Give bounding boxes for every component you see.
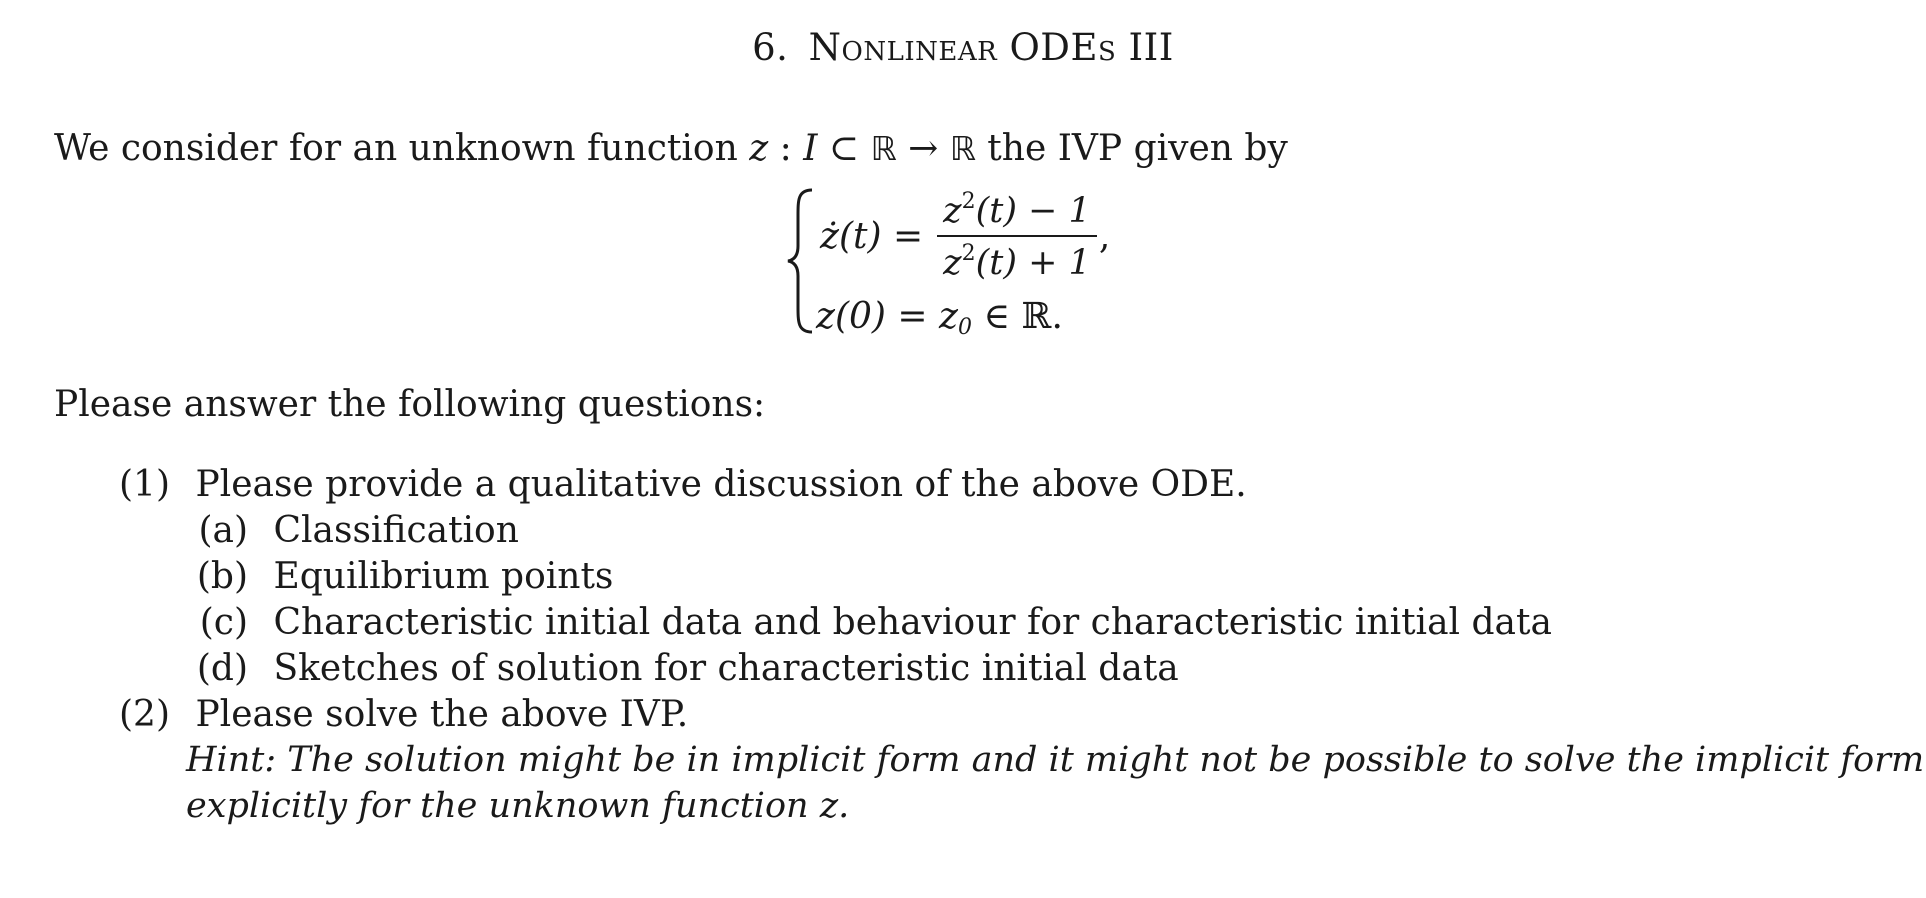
denominator-base: z: [943, 243, 962, 283]
fraction-denominator: [937, 235, 1097, 283]
intro-prefix: We consider for an unknown function: [54, 128, 738, 169]
question-label: (2): [119, 694, 170, 735]
math-interval: I: [803, 128, 818, 169]
ode-trailing-comma: ,: [1098, 215, 1111, 257]
numerator-base: z: [943, 191, 962, 231]
left-brace-icon: [786, 186, 816, 336]
subquestion-label: (b): [196, 556, 248, 597]
math-z: z: [749, 128, 769, 169]
subquestion-label: (a): [198, 510, 248, 551]
fraction-numerator: [937, 189, 1097, 235]
question-item: [116, 464, 1247, 505]
subquestion-label: (c): [199, 602, 248, 643]
subquestion-text: Classification: [273, 510, 519, 551]
hint-line-2: explicitly for the unknown function z.: [186, 786, 850, 826]
section-title: [0, 26, 1926, 69]
math-reals-domain: ℝ: [870, 129, 897, 168]
subquestion-text: Characteristic initial data and behaviour for characteristic initial data: [273, 602, 1552, 643]
subquestion-label: (d): [196, 648, 248, 689]
hint-line-1: Hint: The solution might be in implicit form and it might not be possible to solve the implicit form: [186, 740, 1925, 780]
question-label: (1): [119, 464, 170, 505]
subquestion-item: [196, 648, 1179, 689]
question-text: Please solve the above IVP.: [195, 694, 689, 735]
question-item: [116, 694, 688, 735]
subquestion-item: [196, 602, 1552, 643]
ode-equation: [820, 186, 1110, 286]
section-title-text: Nonlinear ODEs III: [808, 26, 1174, 69]
subquestion-text: Equilibrium points: [273, 556, 614, 597]
initial-condition: [816, 296, 1063, 340]
denominator-rest: (t) + 1: [975, 243, 1091, 283]
ode-lhs: ż(t) =: [820, 215, 924, 257]
question-text: Please provide a qualitative discussion of the above ODE.: [195, 464, 1247, 505]
subquestion-item: [196, 510, 519, 551]
initial-condition-lhs: z(0) = z: [816, 296, 958, 337]
section-number: 6.: [752, 26, 789, 69]
ivp-system: [786, 186, 1116, 340]
math-colon: :: [768, 128, 804, 169]
questions-intro: Please answer the following questions:: [54, 384, 766, 425]
numerator-rest: (t) − 1: [975, 191, 1091, 231]
initial-condition-subscript: 0: [957, 315, 972, 340]
intro-sentence: [54, 128, 1288, 169]
denominator-exponent: 2: [961, 241, 976, 266]
math-subset: ⊂: [817, 128, 871, 169]
numerator-exponent: 2: [961, 189, 976, 214]
math-arrow: →: [896, 128, 950, 169]
ode-fraction: [937, 189, 1097, 283]
intro-suffix: the IVP given by: [975, 128, 1288, 169]
subquestion-item: [196, 556, 613, 597]
initial-condition-rhs: ∈ ℝ.: [971, 296, 1063, 337]
math-reals-codomain: ℝ: [949, 129, 976, 168]
subquestion-text: Sketches of solution for characteristic initial data: [273, 648, 1179, 689]
